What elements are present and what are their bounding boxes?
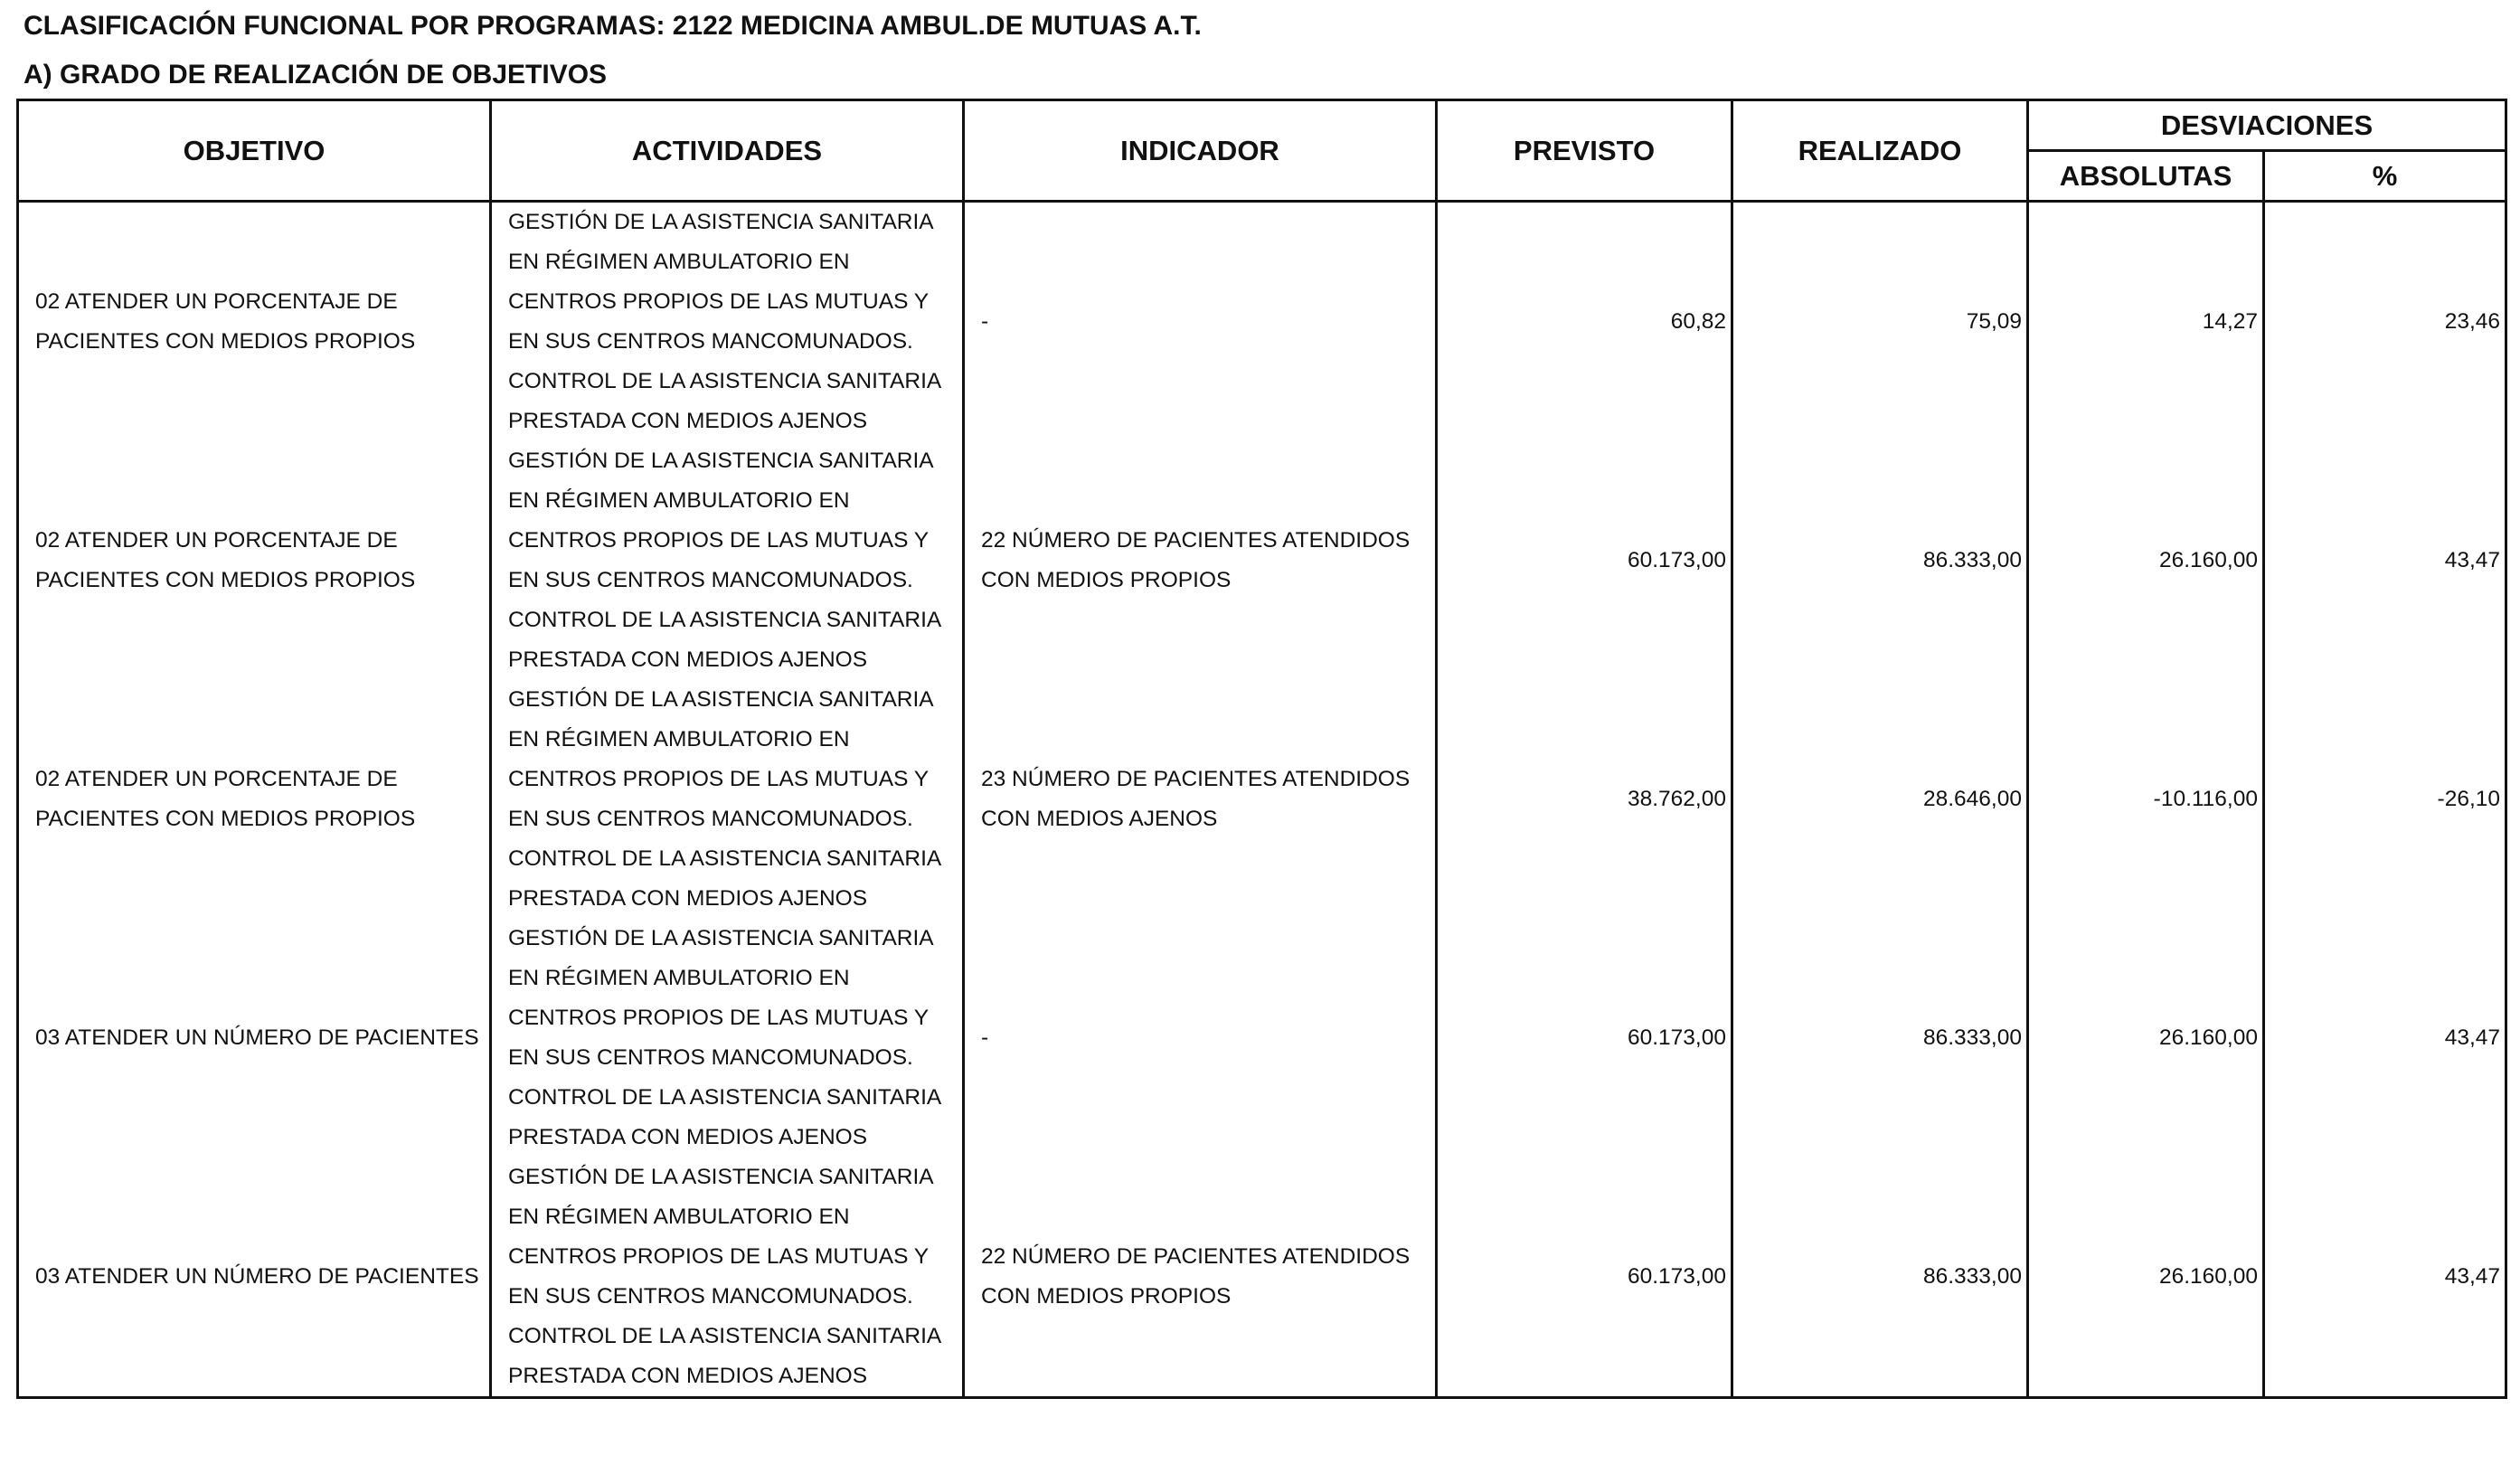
- cell-realizado: 86.333,00: [1732, 1157, 2028, 1398]
- cell-actividades: [491, 1157, 964, 1398]
- table-row: [18, 1157, 2506, 1398]
- cell-previsto: 60.173,00: [1437, 1157, 1732, 1398]
- cell-actividades-line: PRESTADA CON MEDIOS AJENOS: [508, 1125, 868, 1149]
- cell-percent: 43,47: [2264, 919, 2506, 1157]
- cell-percent: 23,46: [2264, 202, 2506, 442]
- cell-actividades-line: PRESTADA CON MEDIOS AJENOS: [508, 1364, 868, 1388]
- cell-actividades-line: PRESTADA CON MEDIOS AJENOS: [508, 886, 868, 911]
- cell-objetivo: [18, 441, 491, 680]
- table-header: [18, 100, 2506, 202]
- cell-indicador-line: CON MEDIOS PROPIOS: [981, 1284, 1232, 1309]
- cell-actividades-line: PRESTADA CON MEDIOS AJENOS: [508, 409, 868, 433]
- cell-actividades-line: EN RÉGIMEN AMBULATORIO EN: [508, 488, 850, 513]
- cell-actividades-line: EN SUS CENTROS MANCOMUNADOS.: [508, 568, 913, 592]
- cell-indicador-line: CON MEDIOS PROPIOS: [981, 568, 1232, 592]
- cell-actividades-line: CENTROS PROPIOS DE LAS MUTUAS Y: [508, 1006, 930, 1030]
- section-subtitle: A) GRADO DE REALIZACIÓN DE OBJETIVOS: [24, 60, 608, 90]
- cell-actividades-line: CENTROS PROPIOS DE LAS MUTUAS Y: [508, 528, 930, 553]
- cell-previsto: 38.762,00: [1437, 680, 1732, 919]
- cell-absolutas: 26.160,00: [2028, 919, 2264, 1157]
- cell-indicador: [964, 919, 1437, 1157]
- table-row: [18, 202, 2506, 442]
- cell-percent: -26,10: [2264, 680, 2506, 919]
- cell-actividades: [491, 202, 964, 442]
- cell-previsto: 60.173,00: [1437, 441, 1732, 680]
- cell-absolutas: 26.160,00: [2028, 1157, 2264, 1398]
- cell-objetivo-line: 02 ATENDER UN PORCENTAJE DE: [35, 289, 398, 314]
- cell-absolutas: -10.116,00: [2028, 680, 2264, 919]
- cell-actividades-line: GESTIÓN DE LA ASISTENCIA SANITARIA: [508, 1165, 934, 1189]
- cell-indicador-line: -: [981, 1025, 989, 1050]
- cell-indicador-line: CON MEDIOS AJENOS: [981, 807, 1218, 831]
- cell-indicador: [964, 1157, 1437, 1398]
- col-header-realizado: REALIZADO: [1732, 100, 2028, 202]
- col-header-absolutas: ABSOLUTAS: [2028, 151, 2264, 202]
- objectives-table: [16, 99, 2507, 1399]
- cell-actividades: [491, 919, 964, 1157]
- cell-objetivo-line: PACIENTES CON MEDIOS PROPIOS: [35, 807, 416, 831]
- cell-indicador-line: 22 NÚMERO DE PACIENTES ATENDIDOS: [981, 528, 1411, 553]
- cell-actividades-line: EN RÉGIMEN AMBULATORIO EN: [508, 966, 850, 990]
- col-header-objetivo: OBJETIVO: [18, 100, 491, 202]
- table-body: [18, 202, 2506, 1398]
- cell-actividades-line: EN SUS CENTROS MANCOMUNADOS.: [508, 1284, 913, 1309]
- cell-indicador-line: 23 NÚMERO DE PACIENTES ATENDIDOS: [981, 767, 1411, 791]
- cell-actividades-line: GESTIÓN DE LA ASISTENCIA SANITARIA: [508, 210, 934, 234]
- cell-objetivo: [18, 919, 491, 1157]
- cell-actividades-line: EN SUS CENTROS MANCOMUNADOS.: [508, 807, 913, 831]
- cell-percent: 43,47: [2264, 1157, 2506, 1398]
- cell-objetivo-line: 02 ATENDER UN PORCENTAJE DE: [35, 528, 398, 553]
- cell-actividades-line: CENTROS PROPIOS DE LAS MUTUAS Y: [508, 1244, 930, 1269]
- col-header-actividades: ACTIVIDADES: [491, 100, 964, 202]
- cell-realizado: 28.646,00: [1732, 680, 2028, 919]
- cell-objetivo-line: PACIENTES CON MEDIOS PROPIOS: [35, 568, 416, 592]
- cell-actividades-line: EN RÉGIMEN AMBULATORIO EN: [508, 1205, 850, 1229]
- col-header-percent: %: [2264, 151, 2506, 202]
- table-row: [18, 919, 2506, 1157]
- cell-indicador-line: -: [981, 309, 989, 334]
- cell-objetivo-line: 02 ATENDER UN PORCENTAJE DE: [35, 767, 398, 791]
- cell-actividades-line: PRESTADA CON MEDIOS AJENOS: [508, 647, 868, 672]
- cell-actividades-line: EN RÉGIMEN AMBULATORIO EN: [508, 250, 850, 274]
- cell-realizado: 86.333,00: [1732, 919, 2028, 1157]
- cell-objetivo: [18, 680, 491, 919]
- cell-objetivo: [18, 1157, 491, 1398]
- cell-actividades: [491, 680, 964, 919]
- table-row: [18, 680, 2506, 919]
- cell-objetivo: [18, 202, 491, 442]
- cell-actividades-line: CONTROL DE LA ASISTENCIA SANITARIA: [508, 608, 942, 632]
- col-header-previsto: PREVISTO: [1437, 100, 1732, 202]
- cell-percent: 43,47: [2264, 441, 2506, 680]
- table-row: [18, 441, 2506, 680]
- cell-realizado: 86.333,00: [1732, 441, 2028, 680]
- col-header-desviaciones: DESVIACIONES: [2028, 100, 2506, 151]
- cell-actividades-line: EN RÉGIMEN AMBULATORIO EN: [508, 727, 850, 751]
- cell-absolutas: 14,27: [2028, 202, 2264, 442]
- cell-actividades-line: GESTIÓN DE LA ASISTENCIA SANITARIA: [508, 449, 934, 473]
- cell-realizado: 75,09: [1732, 202, 2028, 442]
- cell-actividades-line: CENTROS PROPIOS DE LAS MUTUAS Y: [508, 767, 930, 791]
- cell-actividades-line: CONTROL DE LA ASISTENCIA SANITARIA: [508, 846, 942, 871]
- page-title: CLASIFICACIÓN FUNCIONAL POR PROGRAMAS: 2122 MEDICINA AMBUL.DE MUTUAS A.T.: [24, 11, 1202, 41]
- cell-actividades-line: CONTROL DE LA ASISTENCIA SANITARIA: [508, 1324, 942, 1348]
- cell-objetivo-line: PACIENTES CON MEDIOS PROPIOS: [35, 329, 416, 354]
- cell-objetivo-line: 03 ATENDER UN NÚMERO DE PACIENTES: [35, 1264, 479, 1289]
- cell-indicador-line: 22 NÚMERO DE PACIENTES ATENDIDOS: [981, 1244, 1411, 1269]
- col-header-indicador: INDICADOR: [964, 100, 1437, 202]
- cell-actividades-line: GESTIÓN DE LA ASISTENCIA SANITARIA: [508, 687, 934, 712]
- cell-actividades-line: CONTROL DE LA ASISTENCIA SANITARIA: [508, 369, 942, 393]
- cell-previsto: 60.173,00: [1437, 919, 1732, 1157]
- cell-indicador: [964, 441, 1437, 680]
- cell-actividades-line: EN SUS CENTROS MANCOMUNADOS.: [508, 329, 913, 354]
- cell-actividades-line: EN SUS CENTROS MANCOMUNADOS.: [508, 1045, 913, 1070]
- cell-actividades-line: GESTIÓN DE LA ASISTENCIA SANITARIA: [508, 926, 934, 950]
- cell-actividades-line: CONTROL DE LA ASISTENCIA SANITARIA: [508, 1085, 942, 1110]
- cell-absolutas: 26.160,00: [2028, 441, 2264, 680]
- cell-indicador: [964, 202, 1437, 442]
- cell-previsto: 60,82: [1437, 202, 1732, 442]
- cell-indicador: [964, 680, 1437, 919]
- cell-objetivo-line: 03 ATENDER UN NÚMERO DE PACIENTES: [35, 1025, 479, 1050]
- cell-actividades: [491, 441, 964, 680]
- cell-actividades-line: CENTROS PROPIOS DE LAS MUTUAS Y: [508, 289, 930, 314]
